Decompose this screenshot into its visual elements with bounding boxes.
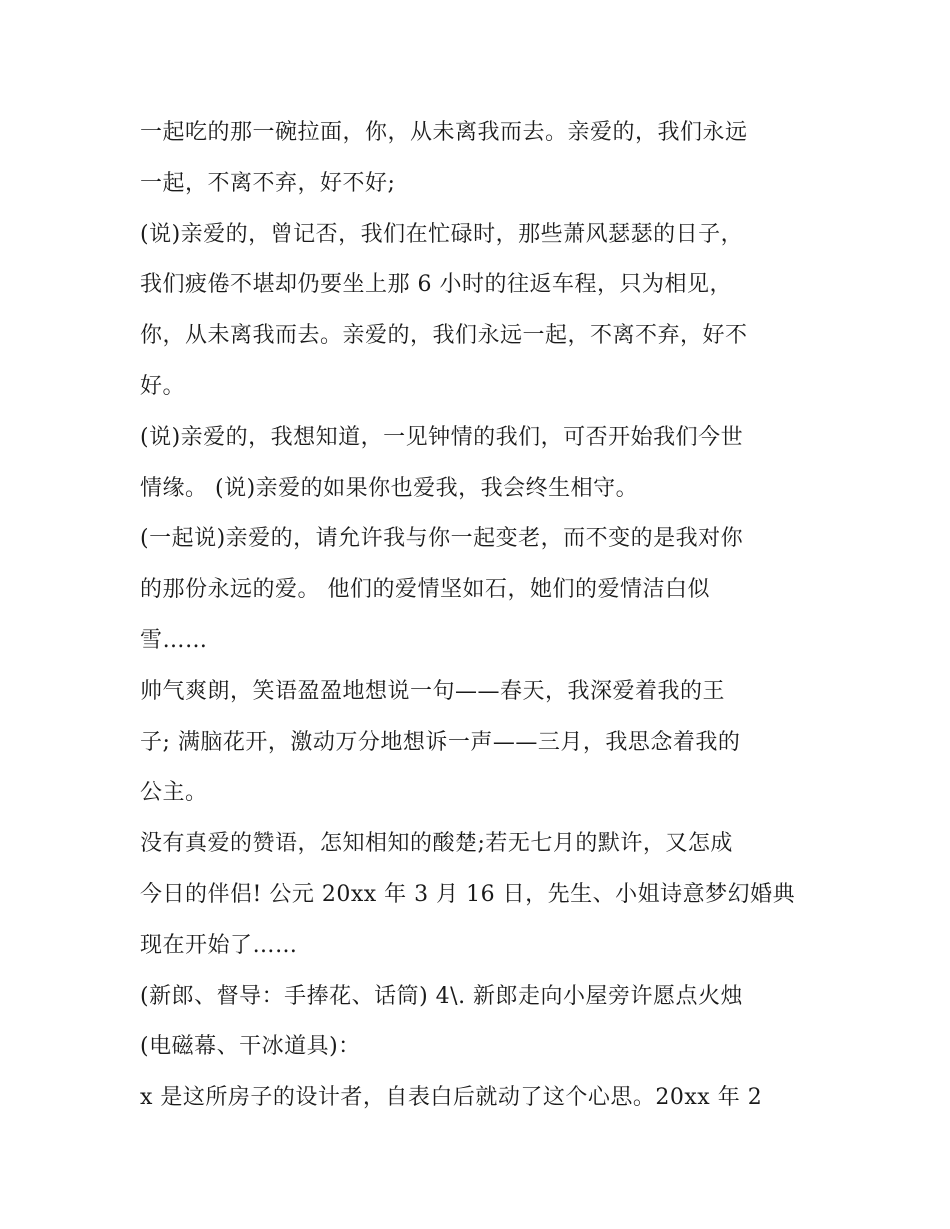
text-line: 的那份永远的爱。 他们的爱情坚如石，她们的爱情洁白似 — [140, 577, 710, 603]
text-line: 没有真爱的赞语，怎知相知的酸楚;若无七月的默许，又怎成 — [140, 831, 733, 857]
body-text — [140, 108, 820, 1124]
text-line: 现在开始了…… — [140, 932, 298, 958]
text-line: 一起吃的那一碗拉面，你，从未离我而去。亲爱的，我们永远 — [140, 120, 748, 145]
text-line: (说)亲爱的，我想知道，一见钟情的我们，可否开始我们今世 — [140, 424, 744, 450]
text-line: (新郎、督导：手捧花、话筒) 4\. 新郎走向小屋旁许愿点火烛 — [140, 983, 744, 1009]
text-line: 好。 — [140, 373, 186, 399]
text-line: 雪…… — [140, 627, 208, 653]
text-line: 你，从未离我而去。亲爱的，我们永远一起，不离不弃，好不 — [140, 323, 748, 349]
text-line: x 是这所房子的设计者，自表白后就动了这个心思。20xx 年 2 — [140, 1085, 763, 1111]
text-line: 公主。 — [140, 780, 208, 806]
text-line: (电磁幕、干冰道具)： — [140, 1034, 361, 1060]
text-line: 今日的伴侣! 公元 20xx 年 3 月 16 日，先生、小姐诗意梦幻婚典 — [140, 881, 796, 907]
text-line: 一起，不离不弃，好不好; — [140, 170, 396, 196]
text-line: (说)亲爱的，曾记否，我们在忙碌时，那些萧风瑟瑟的日子， — [140, 221, 744, 247]
text-line: (一起说)亲爱的，请允许我与你一起变老，而不变的是我对你 — [140, 526, 744, 552]
text-line: 帅气爽朗，笑语盈盈地想说一句——春天，我深爱着我的王 — [140, 678, 726, 704]
text-line: 我们疲倦不堪却仍要坐上那 6 小时的往返车程，只为相见， — [140, 272, 732, 298]
text-line: 情缘。 (说)亲爱的如果你也爱我，我会终生相守。 — [140, 475, 639, 501]
text-line: 子; 满脑花开，激动万分地想诉一声——三月，我思念着我的 — [140, 729, 741, 755]
